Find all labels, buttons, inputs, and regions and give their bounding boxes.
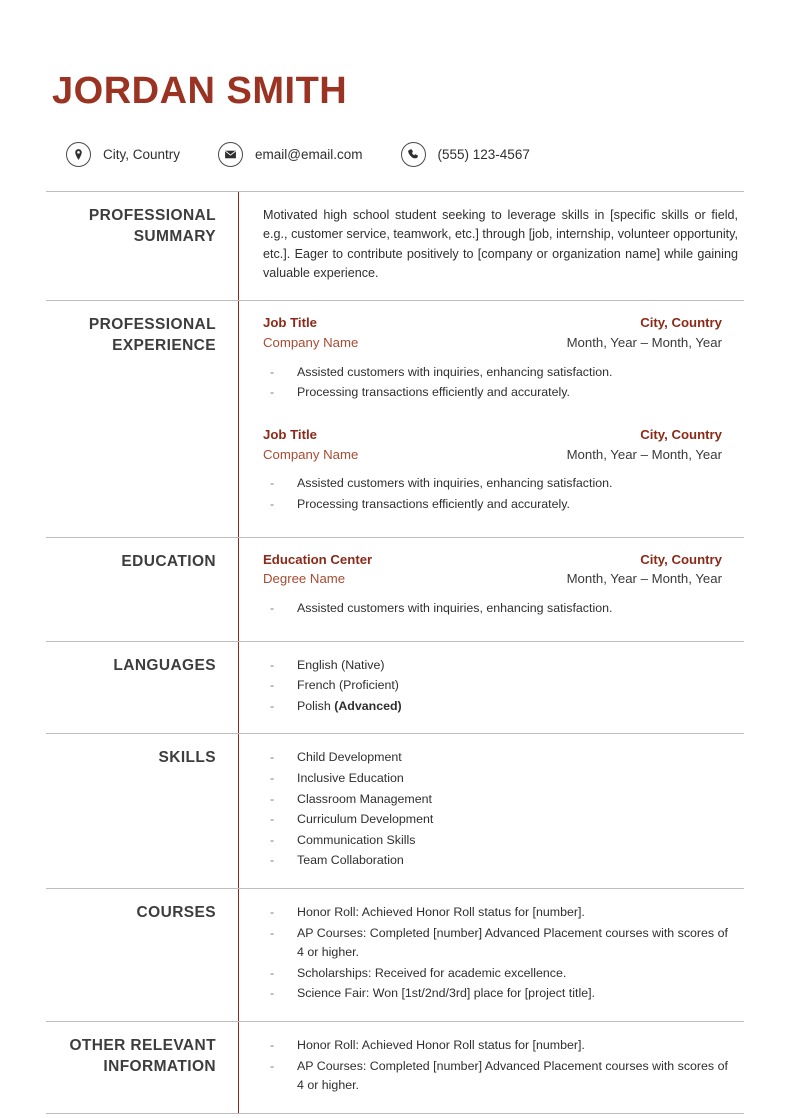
section-languages bbox=[46, 642, 744, 735]
experience-bullet-list bbox=[263, 363, 738, 403]
contact-row bbox=[52, 142, 744, 167]
language-level: (Native) bbox=[341, 657, 385, 672]
education-entry-headline bbox=[263, 550, 738, 570]
education-center: Education Center bbox=[263, 551, 373, 567]
job-dates: Month, Year – Month, Year bbox=[566, 334, 722, 350]
experience-entry bbox=[263, 313, 738, 403]
skills-list bbox=[263, 748, 738, 871]
list-item: - Communication Skills bbox=[263, 831, 738, 851]
list-item: - AP Courses: Completed [number] Advanced Placement courses with scores of 4 or higher. bbox=[263, 924, 738, 963]
list-item: - Processing transactions efficiently and accurately. bbox=[263, 383, 738, 403]
company-name: Company Name bbox=[263, 446, 359, 462]
experience-entry-headline bbox=[263, 313, 738, 333]
list-item: - Honor Roll: Achieved Honor Roll status for [number]. bbox=[263, 1036, 738, 1056]
section-professional-summary bbox=[46, 192, 744, 301]
candidate-name: JORDAN SMITH bbox=[52, 70, 348, 112]
company-name: Company Name bbox=[263, 334, 359, 350]
list-item: - Assisted customers with inquiries, enhancing satisfaction. bbox=[263, 363, 738, 383]
list-item: - AP Courses: Completed [number] Advanced Placement courses with scores of 4 or higher. bbox=[263, 1057, 738, 1096]
section-courses bbox=[46, 889, 744, 1022]
experience-entry-headline bbox=[263, 425, 738, 445]
resume-sections bbox=[46, 191, 744, 1114]
email-text: email@email.com bbox=[255, 146, 363, 162]
section-professional-experience bbox=[46, 301, 744, 538]
phone-icon bbox=[401, 142, 426, 167]
section-body-education bbox=[238, 538, 744, 641]
section-body-courses bbox=[238, 889, 744, 1021]
section-body-other bbox=[238, 1022, 744, 1113]
section-other-relevant-information bbox=[46, 1022, 744, 1114]
language-level: (Proficient) bbox=[339, 678, 399, 693]
education-location: City, Country bbox=[640, 551, 722, 567]
list-item: - Classroom Management bbox=[263, 790, 738, 810]
section-body-summary bbox=[238, 192, 744, 300]
degree-name: Degree Name bbox=[263, 571, 346, 587]
other-list bbox=[263, 1036, 738, 1096]
list-item: - Science Fair: Won [1st/2nd/3rd] place for [project title]. bbox=[263, 984, 738, 1004]
contact-location[interactable] bbox=[66, 142, 180, 167]
experience-entry-subline bbox=[263, 445, 738, 465]
list-item bbox=[263, 656, 738, 676]
language-name: English bbox=[297, 657, 342, 672]
list-item: - Team Collaboration bbox=[263, 851, 738, 871]
education-dates: Month, Year – Month, Year bbox=[566, 571, 722, 587]
list-item: - Honor Roll: Achieved Honor Roll status for [number]. bbox=[263, 903, 738, 923]
contact-phone[interactable] bbox=[401, 142, 530, 167]
list-item: - Assisted customers with inquiries, enhancing satisfaction. bbox=[263, 474, 738, 494]
language-name: Polish bbox=[297, 698, 335, 713]
list-item bbox=[263, 676, 738, 696]
location-text: City, Country bbox=[103, 146, 181, 162]
section-label-skills: SKILLS bbox=[158, 749, 216, 767]
language-name: French bbox=[297, 678, 340, 693]
summary-text: Motivated high school student seeking to leverage skills in [specific skills or field, e.g., customer service, teamwork, etc.] through [job, internship, volunteer opportunity, etc.]. Eager to contribute positively to [company or organization name] while gaining valuable experience. bbox=[263, 207, 738, 281]
job-location: City, Country bbox=[640, 426, 722, 442]
job-title: Job Title bbox=[263, 426, 317, 442]
job-title: Job Title bbox=[263, 314, 317, 330]
education-entry-subline bbox=[263, 569, 738, 589]
job-dates: Month, Year – Month, Year bbox=[566, 446, 722, 462]
language-level: (Advanced) bbox=[334, 698, 402, 713]
list-item: - Processing transactions efficiently and accurately. bbox=[263, 495, 738, 515]
education-entry bbox=[263, 550, 738, 619]
section-education bbox=[46, 538, 744, 642]
experience-entry-subline bbox=[263, 333, 738, 353]
job-location: City, Country bbox=[640, 314, 722, 330]
resume-header bbox=[0, 0, 788, 167]
contact-email[interactable] bbox=[218, 142, 362, 167]
section-body-experience bbox=[238, 301, 744, 537]
list-item: - Scholarships: Received for academic excellence. bbox=[263, 964, 738, 984]
list-item: - Inclusive Education bbox=[263, 769, 738, 789]
experience-entry bbox=[263, 425, 738, 515]
section-label-education: EDUCATION bbox=[121, 552, 216, 570]
location-pin-icon bbox=[66, 142, 91, 167]
list-item: - Child Development bbox=[263, 748, 738, 768]
list-item: - Assisted customers with inquiries, enhancing satisfaction. bbox=[263, 599, 738, 619]
envelope-icon bbox=[218, 142, 243, 167]
languages-list bbox=[263, 656, 738, 717]
experience-bullet-list bbox=[263, 474, 738, 514]
section-body-skills bbox=[238, 734, 744, 888]
list-item: - Curriculum Development bbox=[263, 810, 738, 830]
courses-list bbox=[263, 903, 738, 1004]
section-label-experience: PROFESSIONAL EXPERIENCE bbox=[88, 315, 216, 354]
section-label-summary: PROFESSIONAL SUMMARY bbox=[88, 206, 216, 245]
section-label-languages: LANGUAGES bbox=[113, 656, 216, 674]
section-label-courses: COURSES bbox=[136, 904, 216, 922]
education-bullet-list bbox=[263, 599, 738, 619]
section-body-languages bbox=[238, 642, 744, 734]
phone-text: (555) 123-4567 bbox=[437, 146, 530, 162]
list-item bbox=[263, 697, 738, 717]
section-skills bbox=[46, 734, 744, 889]
section-label-other: OTHER RELEVANT INFORMATION bbox=[69, 1037, 216, 1075]
